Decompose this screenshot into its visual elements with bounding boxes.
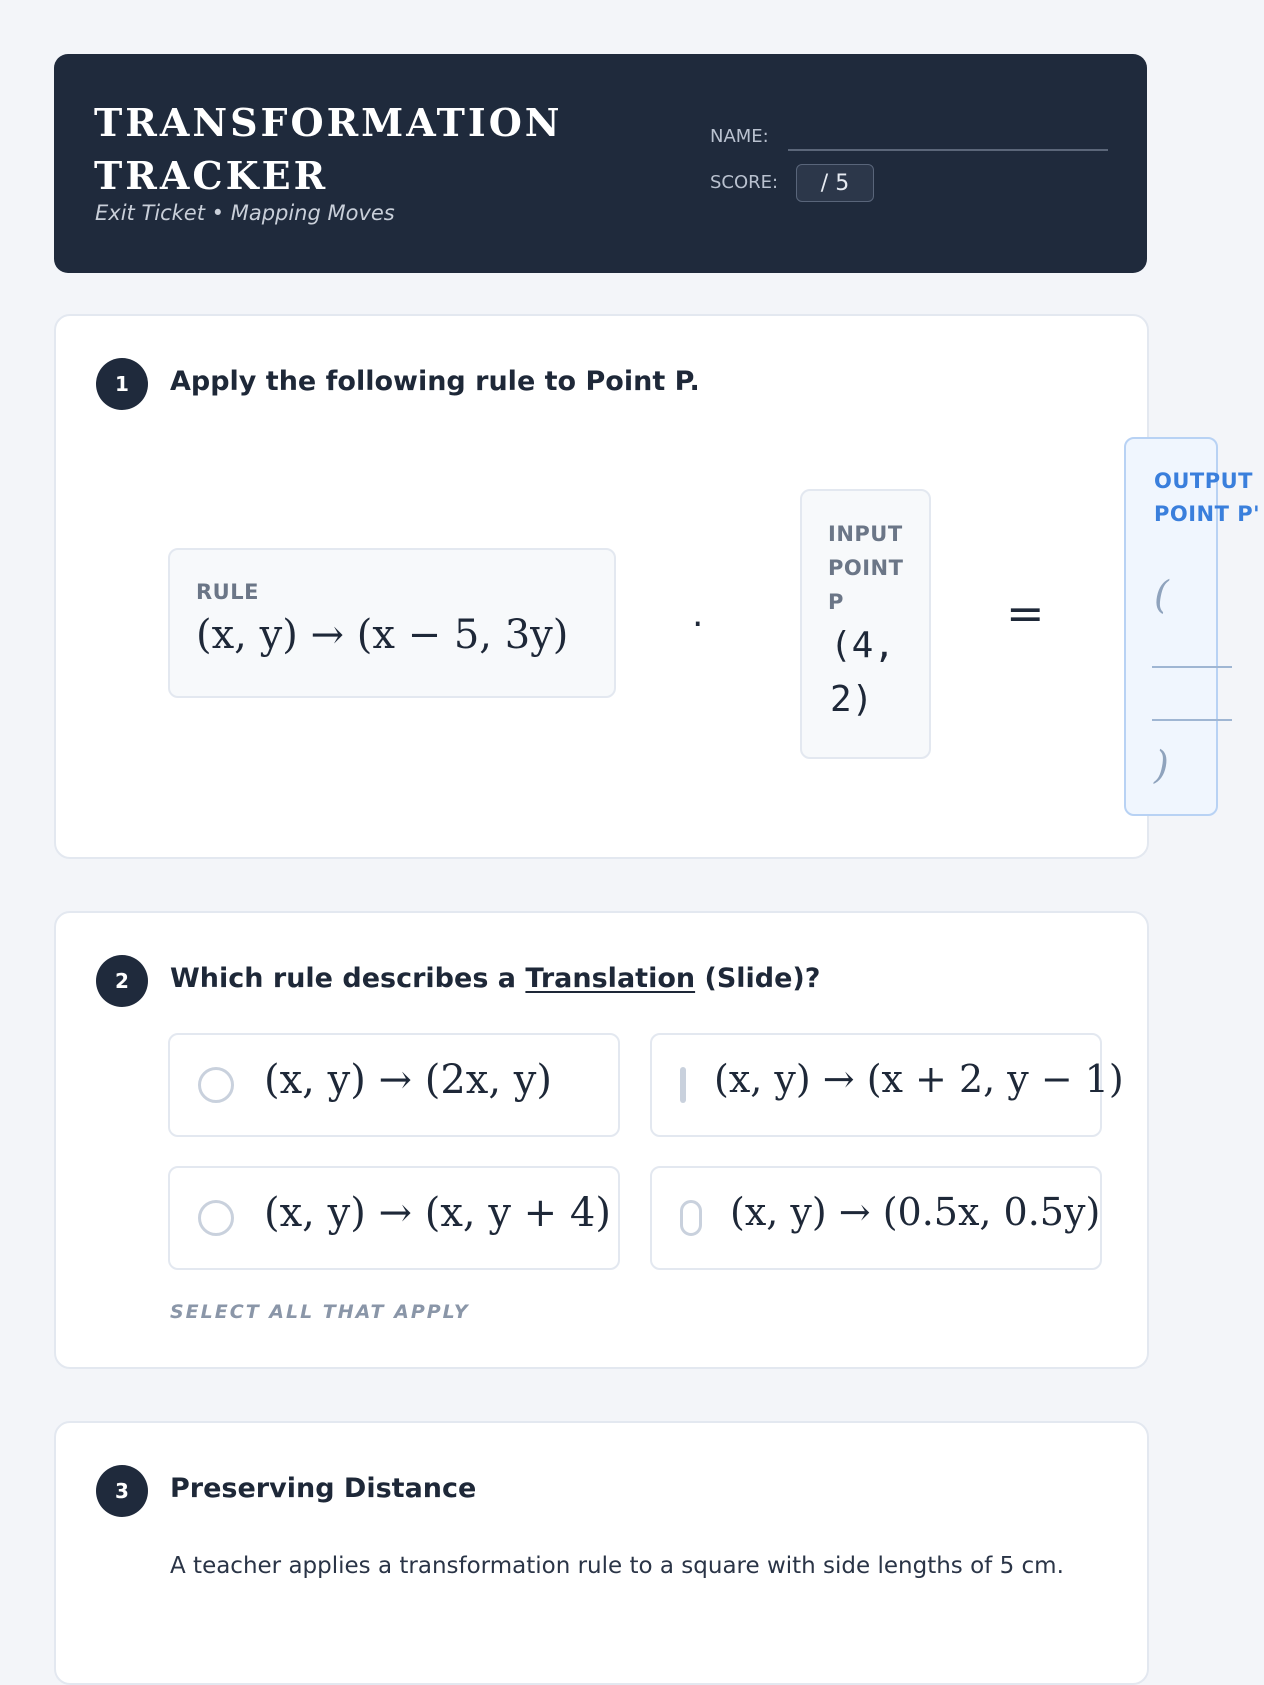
output-x-input[interactable] <box>1152 666 1232 668</box>
question-1-card <box>54 314 1149 859</box>
rule-box <box>168 548 616 698</box>
option-d[interactable] <box>650 1166 1102 1270</box>
option-a-text: (x, y) → (2x, y) <box>264 1057 552 1103</box>
question-3-title: Preserving Distance <box>170 1473 477 1504</box>
output-open-paren: ( <box>1154 573 1169 617</box>
output-point-box <box>1124 437 1261 816</box>
input-point-label: INPUT POINT P <box>828 522 904 614</box>
output-point-label: OUTPUT POINT P' <box>1154 469 1261 526</box>
option-a[interactable] <box>168 1033 620 1137</box>
option-b-text: (x, y) → (x + 2, y − 1) <box>714 1057 1124 1101</box>
option-b[interactable] <box>650 1033 1124 1137</box>
score-label: SCORE: <box>710 172 779 193</box>
question-2-card <box>54 911 1149 1369</box>
option-d-text: (x, y) → (0.5x, 0.5y) <box>730 1190 1101 1234</box>
header-banner <box>54 54 1147 273</box>
question-2-number: 2 <box>96 955 148 1007</box>
question-1-prompt: Apply the following rule to Point P. <box>170 366 700 397</box>
input-point-value: (4, 2) <box>830 625 896 720</box>
question-2-prompt: Which rule describes a Translation (Slide)? <box>170 963 821 994</box>
question-3-number: 3 <box>96 1465 148 1517</box>
page-subtitle: Exit Ticket • Mapping Moves <box>95 201 395 225</box>
option-d-checkbox[interactable] <box>680 1200 702 1236</box>
equals-sign: = <box>1006 586 1045 640</box>
option-a-radio[interactable] <box>198 1067 234 1103</box>
translation-term: Translation <box>525 963 696 994</box>
question-3-body: A teacher applies a transformation rule to a square with side lengths of 5 cm. <box>170 1553 1064 1579</box>
rule-label: RULE <box>196 580 259 604</box>
output-close-paren: ) <box>1154 743 1169 787</box>
select-all-hint: SELECT ALL THAT APPLY <box>170 1301 470 1323</box>
option-c-radio[interactable] <box>198 1200 234 1236</box>
option-c-text: (x, y) → (x, y + 4) <box>264 1190 611 1236</box>
name-field[interactable] <box>788 149 1108 151</box>
rule-expression: (x, y) → (x − 5, 3y) <box>196 612 569 658</box>
question-1-number: 1 <box>96 358 148 410</box>
question-3-card <box>54 1421 1149 1685</box>
output-y-input[interactable] <box>1152 719 1232 721</box>
input-point-box <box>800 489 931 759</box>
multiply-operator: · <box>692 604 704 645</box>
name-label: NAME: <box>710 126 769 147</box>
option-c[interactable] <box>168 1166 620 1270</box>
page-title: TRANSFORMATION TRACKER <box>94 100 563 198</box>
option-b-checkbox[interactable] <box>680 1067 686 1103</box>
score-field[interactable]: / 5 <box>796 164 874 202</box>
